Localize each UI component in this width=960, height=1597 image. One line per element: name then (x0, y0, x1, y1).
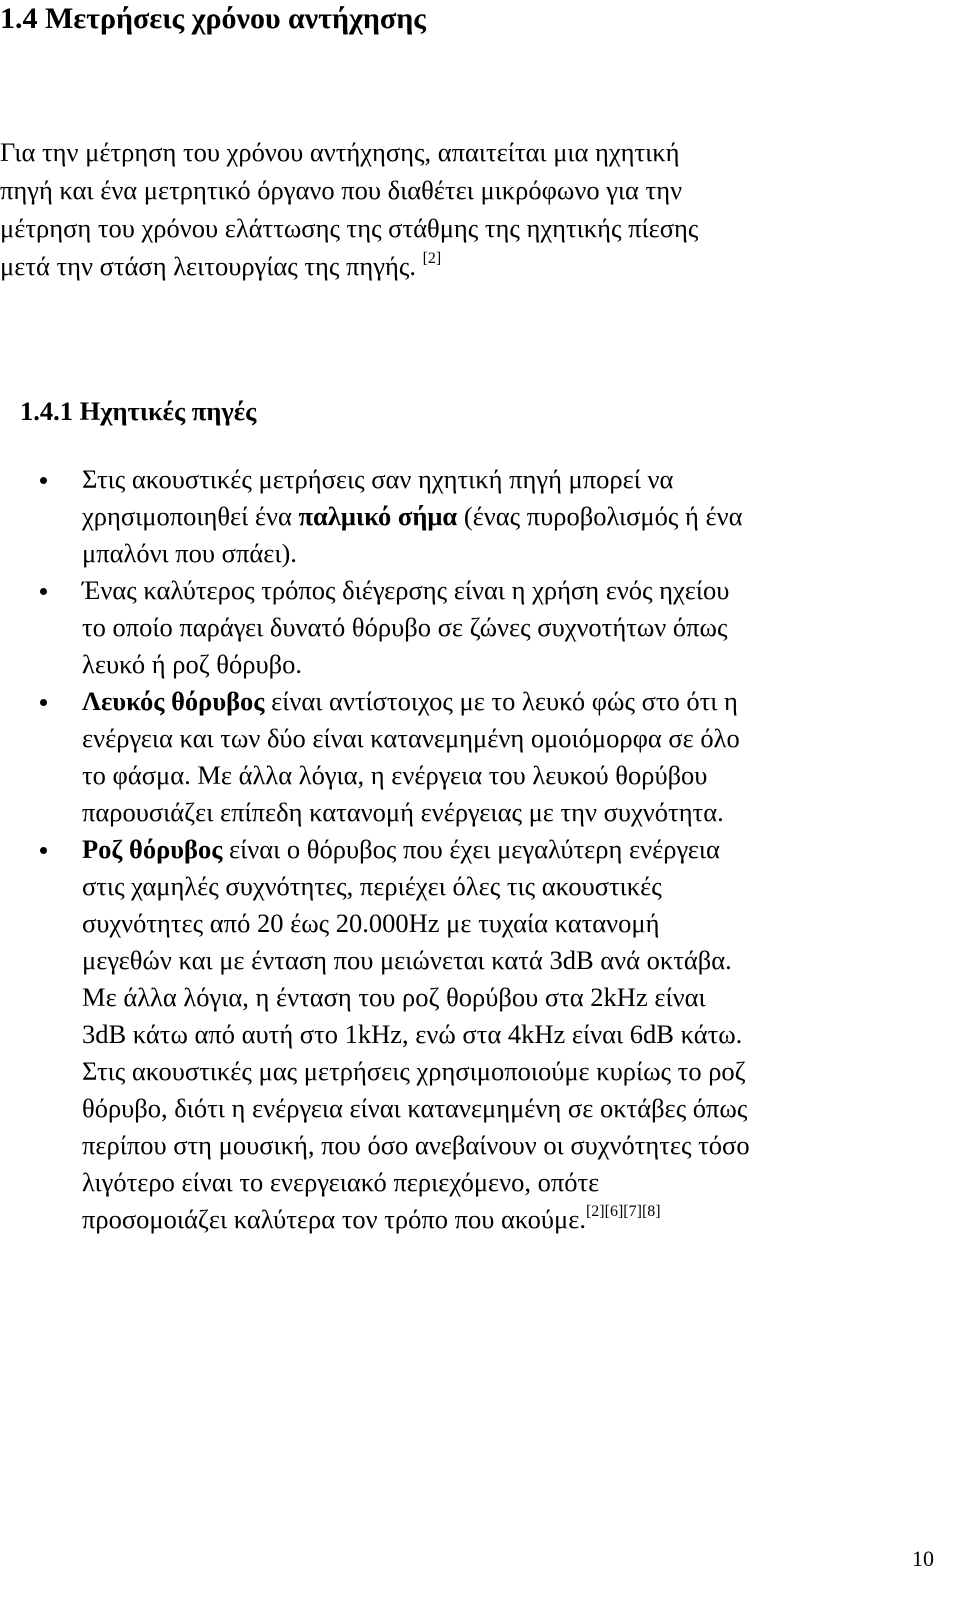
bullet4-line-10: λιγότερο είναι το ενεργειακό περιεχόμενο, οπότε (82, 1167, 600, 1197)
bullet4-line-5: Με άλλα λόγια, η ένταση του ροζ θορύβου στα 2kHz είναι (82, 982, 706, 1012)
bullet4-line-1-post: είναι ο θόρυβος που έχει μεγαλύτερη ενέργεια (222, 834, 720, 864)
bullet4-line-1 (82, 831, 950, 868)
bullet-dot-icon (40, 588, 47, 595)
bullet-dot-icon (40, 699, 47, 706)
bullet1-line-2 (82, 498, 950, 535)
bullet1-line-2-pre: χρησιμοποιηθεί ένα (82, 501, 299, 531)
intro-line-1: Για την μέτρηση του χρόνου αντήχησης, απαιτείται μια ηχητική (0, 137, 680, 167)
page-number: 10 (912, 1546, 934, 1571)
bullet4-line-6: 3dB κάτω από αυτή στο 1kHz, ενώ στα 4kHz είναι 6dB κάτω. (82, 1019, 743, 1049)
bullet-item-speaker (0, 572, 950, 683)
bullet4-line-3: συχνότητες από 20 έως 20.000Hz με τυχαία κατανομή (82, 908, 660, 938)
bullet3-bold-term: Λευκός θόρυβος (82, 686, 265, 716)
bullet1-line-3: μπαλόνι που σπάει). (82, 538, 297, 568)
intro-line-3: μέτρηση του χρόνου ελάττωσης της στάθμης της ηχητικής πίεσης (0, 213, 699, 243)
intro-line-4-text: μετά την στάση λειτουργίας της πηγής. (0, 251, 416, 281)
subsection-title: 1.4.1 Ηχητικές πηγές (20, 396, 257, 426)
bullet-item-white-noise (0, 683, 950, 831)
bullet3-line-2: ενέργεια και των δύο είναι κατανεμημένη ομοιόμορφα σε όλο (82, 723, 740, 753)
bullet1-line-2-post: (ένας πυροβολισμός ή ένα (457, 501, 743, 531)
bullet1-line-1: Στις ακουστικές μετρήσεις σαν ηχητική πηγή μπορεί να (82, 464, 674, 494)
section-title: 1.4 Μετρήσεις χρόνου αντήχησης (0, 2, 426, 35)
bullet2-line-1: Ένας καλύτερος τρόπος διέγερσης είναι η χρήση ενός ηχείου (82, 575, 730, 605)
bullet3-line-1-post: είναι αντίστοιχος με το λευκό φώς στο ότι η (264, 686, 738, 716)
bullet3-line-1 (82, 683, 950, 720)
bullet4-last-line-text: προσομοιάζει καλύτερα τον τρόπο που ακούμε. (82, 1204, 586, 1234)
bullet3-line-3: το φάσμα. Με άλλα λόγια, η ενέργεια του λευκού θορύβου (82, 760, 708, 790)
bullet4-line-11 (82, 1201, 950, 1238)
bullet-dot-icon (40, 477, 47, 484)
bullet3-line-4: παρουσιάζει επίπεδη κατανομή ενέργειας με την συχνότητα. (82, 797, 724, 827)
bullet-item-impulse (0, 461, 950, 572)
bullet1-bold-term: παλμικό σήμα (298, 501, 458, 531)
intro-citation: [2] (422, 250, 442, 267)
bullet4-line-7: Στις ακουστικές μας μετρήσεις χρησιμοποιούμε κυρίως το ροζ (82, 1056, 746, 1086)
bullet-item-pink-noise (0, 831, 950, 1238)
intro-line-4 (0, 247, 950, 285)
bullet-list (0, 461, 950, 1238)
bullet4-bold-term: Ροζ θόρυβος (82, 834, 223, 864)
bullet2-line-3: λευκό ή ροζ θόρυβο. (82, 649, 302, 679)
bullet4-citation: [2][6][7][8] (585, 1203, 661, 1220)
bullet2-line-2: το οποίο παράγει δυνατό θόρυβο σε ζώνες συχνοτήτων όπως (82, 612, 728, 642)
bullet4-line-2: στις χαμηλές συχνότητες, περιέχει όλες τις ακουστικές (82, 871, 662, 901)
bullet-dot-icon (40, 847, 47, 854)
intro-line-2: πηγή και ένα μετρητικό όργανο που διαθέτει μικρόφωνο για την (0, 175, 683, 205)
intro-paragraph (0, 133, 950, 285)
bullet4-line-8: θόρυβο, διότι η ενέργεια είναι κατανεμημένη σε οκτάβες όπως (82, 1093, 748, 1123)
bullet4-line-4: μεγεθών και με ένταση που μειώνεται κατά 3dB ανά οκτάβα. (82, 945, 732, 975)
bullet4-line-9: περίπου στη μουσική, που όσο ανεβαίνουν οι συχνότητες τόσο (82, 1130, 750, 1160)
